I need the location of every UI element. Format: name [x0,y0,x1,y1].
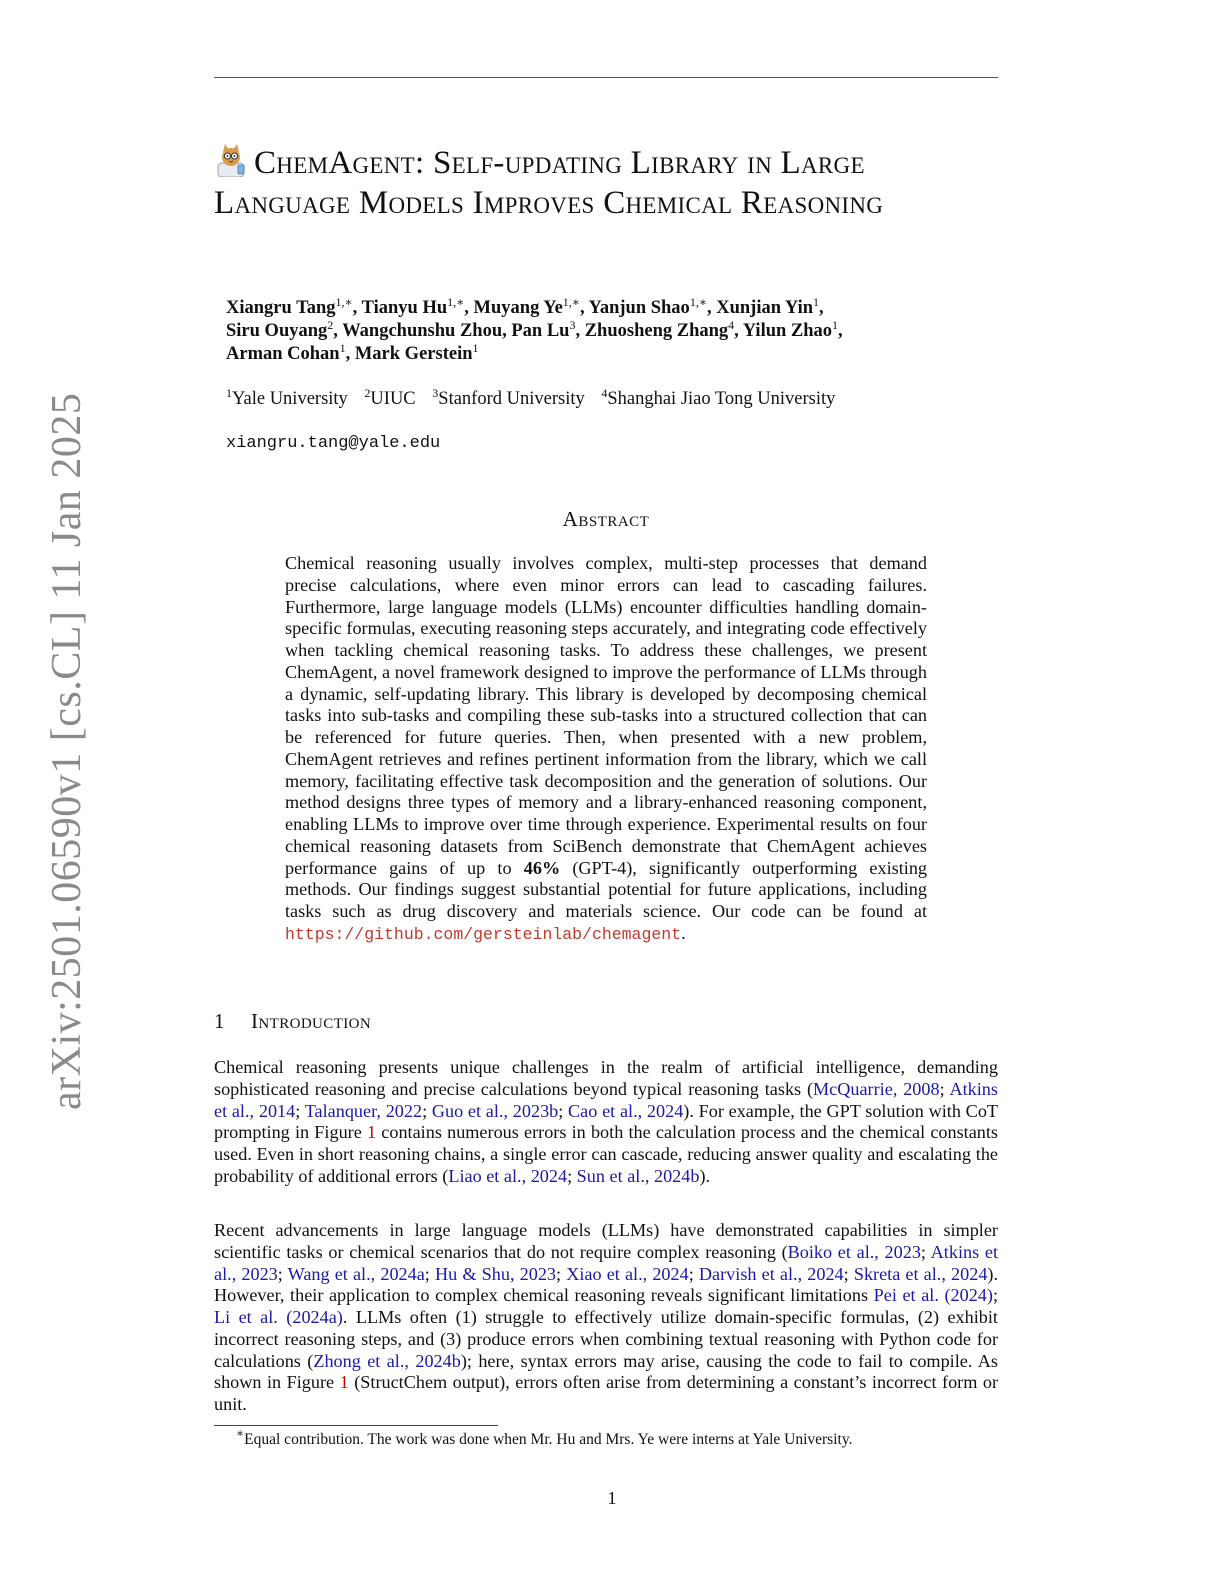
citation-link[interactable]: Cao et al., 2024 [568,1100,684,1121]
citation-link[interactable]: Li et al. (2024a) [214,1307,343,1327]
author: Pan Lu [511,321,570,341]
page-number: 1 [607,1488,617,1508]
author: Arman Cohan [226,344,340,364]
affiliation: $^4$Shanghai Jiao Tong University [601,386,836,409]
contact-email[interactable]: xiangru.tang@yale.edu [226,434,441,453]
citation-link[interactable]: Zhong et al., 2024b [313,1350,461,1371]
citation-link[interactable]: Atkins et al., 2023 [214,1241,998,1284]
affiliation-list [226,387,847,411]
citation-link[interactable]: Skreta et al., 2024 [853,1263,988,1284]
citation-link[interactable]: Hu & Shu, 2023 [435,1263,557,1284]
author: Tianyu Hu [361,298,448,318]
figure-reference[interactable]: 1 [367,1122,377,1143]
section-heading: 1 Introduction [214,1009,372,1033]
citation-link[interactable]: Xiao et al., 2024 [566,1263,689,1284]
citation-link[interactable]: Guo et al., 2023b [431,1100,559,1121]
citation-link[interactable]: Talanquer, 2022 [304,1100,423,1121]
paper-title [214,143,1004,223]
author: Yanjun Shao [588,298,690,318]
affiliation: $^1$Yale University [226,386,348,409]
top-rule [214,77,998,78]
citation-link[interactable]: Sun et al., 2024b [576,1165,700,1186]
cat-scientist-icon [214,143,248,177]
footnote: ∗Equal contribution. The work was done when Mr. Hu and Mrs. Ye were interns at Yale University. [236,1426,853,1448]
author: Wangchunshu Zhou [342,321,503,341]
title-text: ChemAgent: Self-updating Library in Large Language Models Improves Chemical Reasoning [214,145,884,221]
figure-reference[interactable]: 1 [339,1372,349,1393]
author-list: Xiangru Tang$^{1,∗}$, Tianyu $Hu^{1,∗}$, Muyang $Ye^{1,∗}$, Yanjun Shao$^{1,∗}$, Xunjian Yin$^1$, Siru Ouyang$^2$, Wangchunshu Zhou, Pan Lu$^3$, Zhuosheng Zhang$^4$, Yilun Zhao$^1$, Arman Cohan$^1$, Mark Gerstein$^1$ [226,295,843,364]
citation-link[interactable]: Boiko et al., 2023 [787,1241,921,1262]
author: Muyang Ye [473,298,563,318]
author: Xiangru Tang [226,298,336,318]
abstract-heading: Abstract [562,507,650,531]
code-link[interactable]: https://github.com/gersteinlab/chemagent [285,924,682,944]
highlight-gain: 46% [523,857,561,878]
affiliation: $^2$UIUC [364,386,416,409]
citation-link[interactable]: McQuarrie, 2008 [813,1078,940,1099]
affiliation: $^3$Stanford University [432,386,585,409]
author: Xunjian Yin [716,298,814,318]
intro-paragraph-1: Chemical reasoning presents unique challenges in the realm of artificial intelligence, demanding sophisticated reasoning and precise calculations beyond typical reasoning tasks (McQuarrie, 2008; Atkins et al., 2014; Talanquer, 2022; Guo et al., 2023b; Cao et al., 2024). For example, the GPT solution with CoT prompting in Figure 1 contains numerous errors in both the calculation process and the chemical constants used. Even in short reasoning chains, a single error can cascade, reducing answer quality and escalating the probability of additional errors (Liao et al., 2024; Sun et al., 2024b). [214,1057,999,1186]
arxiv-identifier: arXiv:2501.06590v1 [cs.CL] 11 Jan 2025 [44,392,90,1110]
citation-link[interactable]: Darvish et al., 2024 [698,1263,844,1284]
author: Zhuosheng Zhang [584,321,729,341]
author: Siru Ouyang [226,321,328,341]
citation-link[interactable]: Atkins et al., 2014 [214,1078,998,1121]
intro-paragraph-2: Recent advancements in large language models (LLMs) have demonstrated capabilities in simpler scientific tasks or chemical scenarios that do not require complex reasoning (Boiko et al., 2023; Atkins et al., 2023; Wang et al., 2024a; Hu & Shu, 2023; Xiao et al., 2024; Darvish et al., 2024; Skreta et al., 2024). However, their application to complex chemical reasoning reveals significant limitations Pei et al. (2024); Li et al. (2024a). LLMs often (1) struggle to effectively utilize domain-specific formulas, (2) exhibit incorrect reasoning steps, and (3) produce errors when combining textual reasoning with Python code for calculations (Zhong et al., 2024b); here, syntax errors may arise, causing the code to fail to compile. As shown in Figure 1 (StructChem output), errors often arise from determining a constant’s incorrect form or unit. [214,1220,999,1414]
citation-link[interactable]: Pei et al. (2024) [873,1285,993,1306]
author: Yilun Zhao [742,321,833,341]
citation-link[interactable]: Wang et al., 2024a [287,1263,425,1284]
citation-link[interactable]: Liao et al., 2024 [448,1165,568,1186]
footnote-rule [214,1425,498,1426]
author: Mark Gerstein [354,344,473,364]
abstract-body: Chemical reasoning usually involves complex, multi-step processes that demand precise calculations, where even minor errors can lead to cascading failures. Furthermore, large language models (LLMs) encounter difficulties handling domain-specific formulas, executing reasoning steps accurately, and integrating code effectively when tackling chemical reasoning tasks. To address these challenges, we present ChemAgent, a novel framework designed to improve the performance of LLMs through a dynamic, self-updating library. This library is developed by decomposing chemical tasks into sub-tasks and compiling these sub-tasks into a structured collection that can be referenced for future queries. Then, when presented with a new problem, ChemAgent retrieves and refines pertinent information from the library, which we call memory, facilitating effective task decomposition and the generation of solutions. Our method designs three types of memory and a library-enhanced reasoning component, enabling LLMs to improve over time through experience. Experimental results on four chemical reasoning datasets from SciBench demonstrate that ChemAgent achieves performance gains of up to 46% (GPT-4), significantly outperforming existing methods. Our findings suggest substantial potential for future applications, including tasks such as drug discovery and materials science. Our code can be found at https://github.com/gersteinlab/chemagent. [285,553,928,944]
